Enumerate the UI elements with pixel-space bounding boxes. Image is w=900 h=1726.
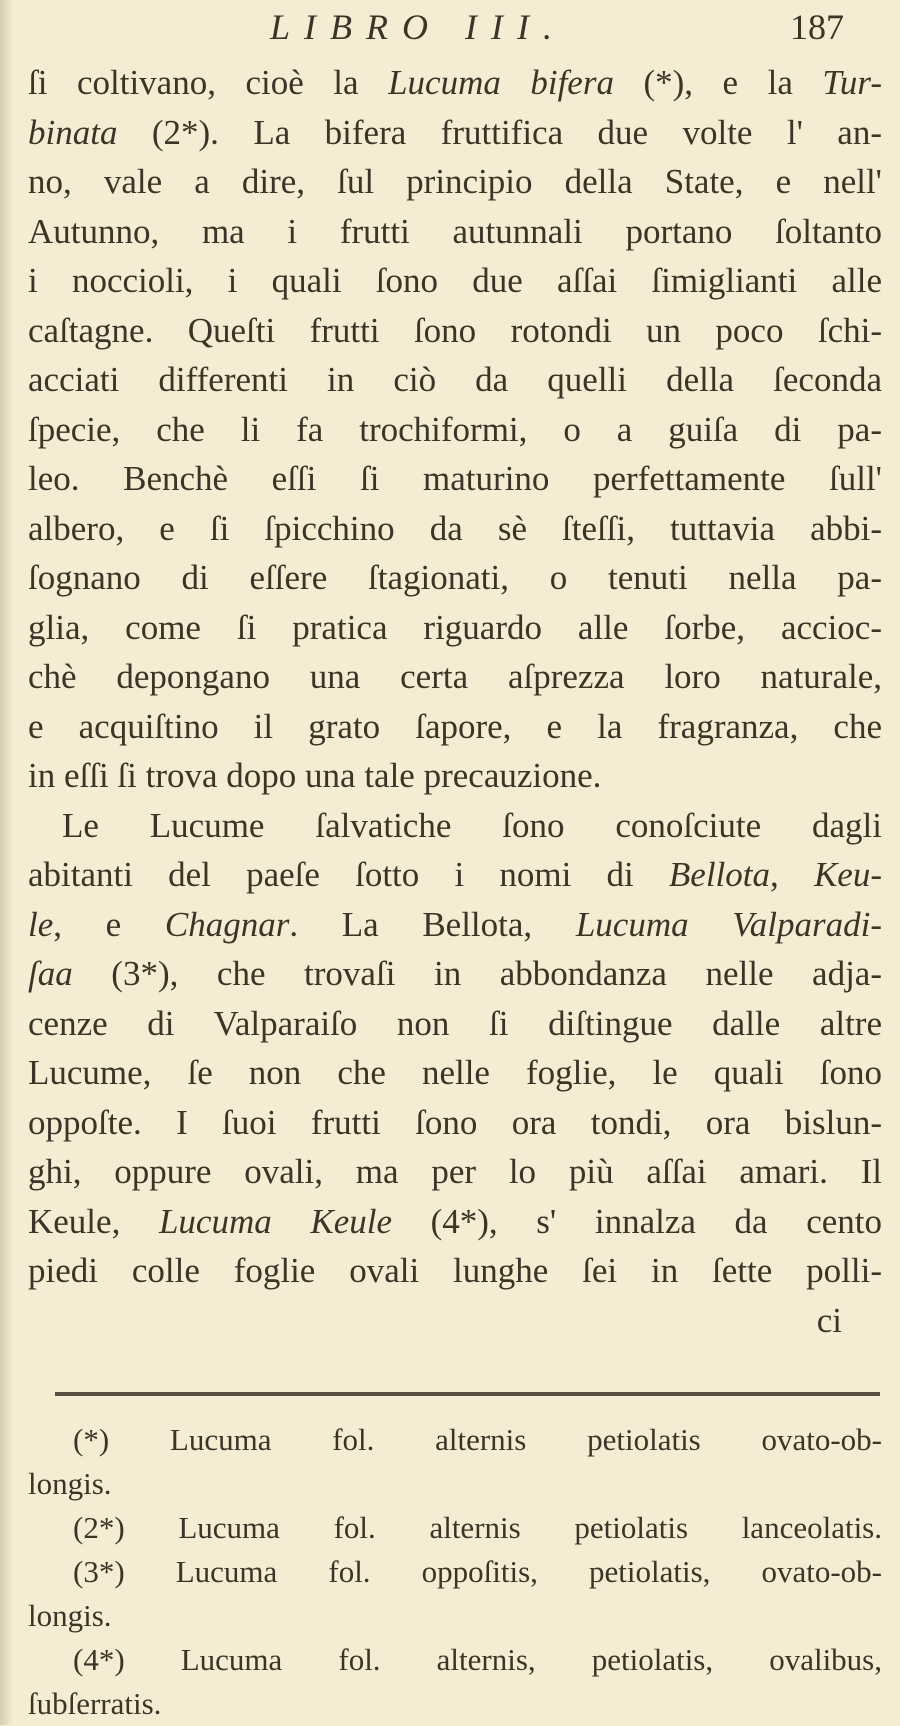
text-segment: ,	[770, 855, 814, 894]
text-line	[28, 207, 882, 257]
footnote-line: (*) Lucuma fol. alternis petiolatis ovato-ob-	[73, 1422, 882, 1457]
text-segment: Lucume, ſe non che nelle foglie, le quali ſono	[28, 1053, 882, 1092]
text-segment: i noccioli, i quali ſono due aſſai ſimiglianti alle	[28, 261, 882, 300]
text-line	[28, 108, 882, 158]
text-line	[28, 751, 882, 801]
italic-text: Bellota	[668, 855, 771, 894]
italic-text: Chagnar	[164, 904, 290, 944]
text-line	[28, 900, 882, 950]
text-line	[28, 355, 882, 405]
text-segment: ghi, oppure ovali, ma per lo più aſſai amari. Il	[28, 1152, 882, 1191]
text-segment: caſtagne. Queſti frutti ſono rotondi un poco ſchi-	[28, 310, 882, 350]
text-line	[28, 1147, 882, 1197]
text-segment: cenze di Valparaiſo non ſi diſtingue dalle altre	[28, 1003, 882, 1043]
italic-text: binata	[28, 112, 118, 152]
text-segment: no, vale a dire, ſul principio della State, e nell'	[28, 162, 882, 201]
footnote-rule	[55, 1392, 880, 1396]
italic-text: Lucuma bifera	[388, 63, 614, 102]
text-segment: chè depongano una certa aſprezza loro naturale,	[28, 657, 882, 696]
running-title: LIBRO III.	[270, 7, 566, 47]
text-line	[28, 256, 882, 306]
text-segment: albero, e ſi ſpicchino da sè ſteſſi, tuttavia abbi-	[28, 508, 882, 548]
text-segment: Autunno, ma i frutti autunnali portano ſoltanto	[28, 211, 882, 251]
text-line	[28, 1098, 882, 1148]
text-line	[28, 58, 882, 108]
text-line	[28, 850, 882, 900]
text-segment: , e	[53, 904, 165, 944]
text-line	[28, 702, 882, 752]
text-segment: Keule,	[28, 1201, 159, 1241]
text-segment: glia, come ſi pratica riguardo alle ſorbe, accioc-	[28, 607, 882, 647]
text-line	[28, 652, 882, 702]
footnote-line: longis.	[28, 1466, 112, 1501]
text-segment: ci	[816, 1300, 842, 1340]
text-line	[28, 306, 882, 356]
text-segment: ſi coltivano, cioè la	[28, 63, 389, 102]
footnotes	[28, 1418, 882, 1726]
italic-text: ſaa	[28, 954, 73, 993]
italic-text: Lucuma Valparadi-	[575, 904, 882, 944]
italic-text: Keu-	[813, 855, 882, 894]
text-segment: (4*), s' innalza da cento	[392, 1201, 882, 1241]
text-line	[28, 504, 882, 554]
italic-text: Lucuma Keule	[158, 1201, 392, 1241]
page-header	[0, 6, 900, 54]
footnote-line: ſubſerratis.	[28, 1686, 162, 1721]
text-segment: (2*). La bifera fruttifica due volte l' an-	[117, 112, 882, 152]
text-segment: oppoſte. I ſuoi frutti ſono ora tondi, ora bislun-	[28, 1102, 882, 1142]
italic-text: le	[28, 904, 54, 944]
text-line	[28, 553, 882, 603]
text-line	[28, 454, 882, 504]
text-segment: ſpecie, che li fa trochiformi, o a guiſa di pa-	[28, 409, 882, 449]
text-segment: (*), e la	[613, 63, 823, 102]
text-line	[28, 1197, 882, 1247]
text-segment: in eſſi ſi trova dopo una tale precauzione.	[28, 756, 602, 795]
text-segment: ſognano di eſſere ſtagionati, o tenuti nella pa-	[28, 558, 882, 597]
footnote-line: (3*) Lucuma fol. oppoſitis, petiolatis, ovato-ob-	[73, 1554, 882, 1589]
text-segment: leo. Benchè eſſi ſi maturino perfettamente ſull'	[28, 459, 882, 498]
body-text	[28, 58, 882, 1345]
text-line	[28, 603, 882, 653]
page-number: 187	[790, 7, 844, 47]
text-segment: piedi colle foglie ovali lunghe ſei in ſette polli-	[28, 1251, 882, 1290]
text-segment: e acquiſtino il grato ſapore, e la fragranza, che	[28, 706, 882, 746]
italic-text: Tur-	[822, 63, 882, 102]
page-gutter-shadow	[0, 0, 14, 1725]
text-segment: . La Bellota,	[289, 904, 576, 944]
text-segment: abitanti del paeſe ſotto i nomi di	[28, 855, 669, 894]
text-line	[28, 1246, 882, 1296]
text-line	[28, 999, 882, 1049]
footnote-line: longis.	[28, 1598, 112, 1633]
text-segment: acciati differenti in ciò da quelli della ſeconda	[28, 360, 882, 399]
text-line	[28, 1048, 882, 1098]
text-line	[28, 801, 882, 851]
text-segment: Le Lucume ſalvatiche ſono conoſciute dagli	[62, 805, 882, 845]
footnote-line: (4*) Lucuma fol. alternis, petiolatis, ovalibus,	[73, 1642, 882, 1677]
footnote-line: (2*) Lucuma fol. alternis petiolatis lanceolatis.	[73, 1510, 882, 1545]
text-segment: (3*), che trovaſi in abbondanza nelle adja-	[72, 954, 882, 993]
text-line	[28, 949, 882, 999]
text-line	[28, 1296, 882, 1346]
text-line	[28, 157, 882, 207]
text-line	[28, 405, 882, 455]
